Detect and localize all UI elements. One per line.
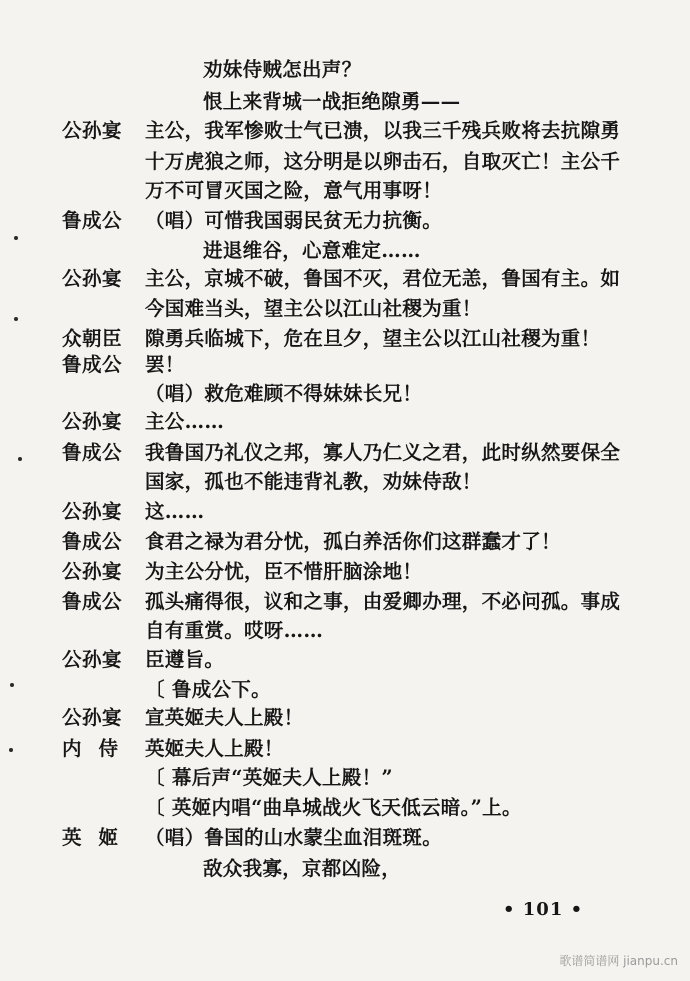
dialogue-line: 宣英姬夫人上殿！ — [145, 706, 304, 729]
dialogue-line: 自有重赏。哎呀…… — [145, 619, 324, 642]
dialogue-line: 今国难当头，望主公以江山社稷为重！ — [145, 297, 482, 320]
dialogue-line: 十万虎狼之师，这分明是以卵击石，自取灭亡！主公千 — [145, 150, 621, 173]
dialogue-line: 罢！ — [145, 353, 185, 376]
scan-speck — [14, 236, 18, 240]
dialogue-line: 臣遵旨。 — [145, 648, 225, 671]
dialogue-line: 主公，京城不破，鲁国不灭，君位无恙，鲁国有主。如 — [145, 267, 621, 290]
dialogue-line: 敌众我寡，京都凶险， — [203, 857, 402, 880]
dialogue-line: 我鲁国乃礼仪之邦，寡人乃仁义之君，此时纵然要保全 — [145, 441, 621, 464]
scan-speck — [9, 748, 13, 752]
dialogue-line: 英姬夫人上殿！ — [145, 737, 284, 760]
speaker-name: 鲁成公 — [62, 441, 123, 464]
dialogue-line: 劝妹侍贼怎出声？ — [203, 58, 362, 81]
page-number: • 101 • — [503, 899, 584, 920]
dialogue-line: 这…… — [145, 500, 205, 523]
speaker-name: 公孙宴 — [62, 267, 123, 290]
dialogue-line: 食君之禄为君分忧，孤白养活你们这群蠢才了！ — [145, 530, 561, 553]
speaker-name: 公孙宴 — [62, 119, 123, 142]
speaker-name: 鲁成公 — [62, 590, 123, 613]
dialogue-line: 万不可冒灭国之险，意气用事呀！ — [145, 179, 443, 202]
dialogue-line: 孤头痛得很，议和之事，由爱卿办理，不必问孤。事成 — [145, 590, 621, 613]
speaker-name: 鲁成公 — [62, 530, 123, 553]
dialogue-line: 恨上来背城一战拒绝隙勇—— — [203, 90, 461, 113]
speaker-name: 公孙宴 — [62, 560, 123, 583]
speaker-name: 鲁成公 — [62, 353, 123, 376]
scan-speck — [18, 457, 22, 461]
scan-speck — [14, 317, 18, 321]
dialogue-line: 主公，我军惨败士气已溃，以我三千残兵败将去抗隙勇 — [145, 119, 621, 142]
scan-speck — [10, 683, 14, 687]
dialogue-line: （唱）可惜我国弱民贫无力抗衡。 — [145, 209, 443, 232]
dialogue-line: 国家，孤也不能违背礼教，劝妹侍敌！ — [145, 470, 482, 493]
site-watermark: 歌谱简谱网 jianpu.cn — [559, 954, 678, 968]
stage-direction: 〔 英姬内唱“曲阜城战火飞天低云暗。”上。 — [145, 796, 522, 819]
stage-direction: 〔 幕后声“英姬夫人上殿！” — [145, 766, 393, 789]
speaker-name: 公孙宴 — [62, 648, 123, 671]
speaker-name: 公孙宴 — [62, 706, 123, 729]
dialogue-line: 隙勇兵临城下，危在旦夕，望主公以江山社稷为重！ — [145, 327, 601, 350]
speaker-name: 公孙宴 — [62, 500, 123, 523]
speaker-name: 众朝臣 — [62, 327, 123, 350]
dialogue-line: （唱）救危难顾不得妹妹长兄！ — [145, 382, 423, 405]
dialogue-line: 主公…… — [145, 410, 225, 433]
speaker-name: 鲁成公 — [62, 209, 123, 232]
speaker-name: 内侍 — [62, 737, 136, 760]
speaker-name: 英姬 — [62, 826, 136, 849]
stage-direction: 〔 鲁成公下。 — [145, 678, 271, 701]
dialogue-line: 为主公分忧，臣不惜肝脑涂地！ — [145, 560, 423, 583]
speaker-name: 公孙宴 — [62, 410, 123, 433]
dialogue-line: 进退维谷，心意难定…… — [203, 239, 421, 262]
dialogue-line: （唱）鲁国的山水蒙尘血泪斑斑。 — [145, 826, 443, 849]
